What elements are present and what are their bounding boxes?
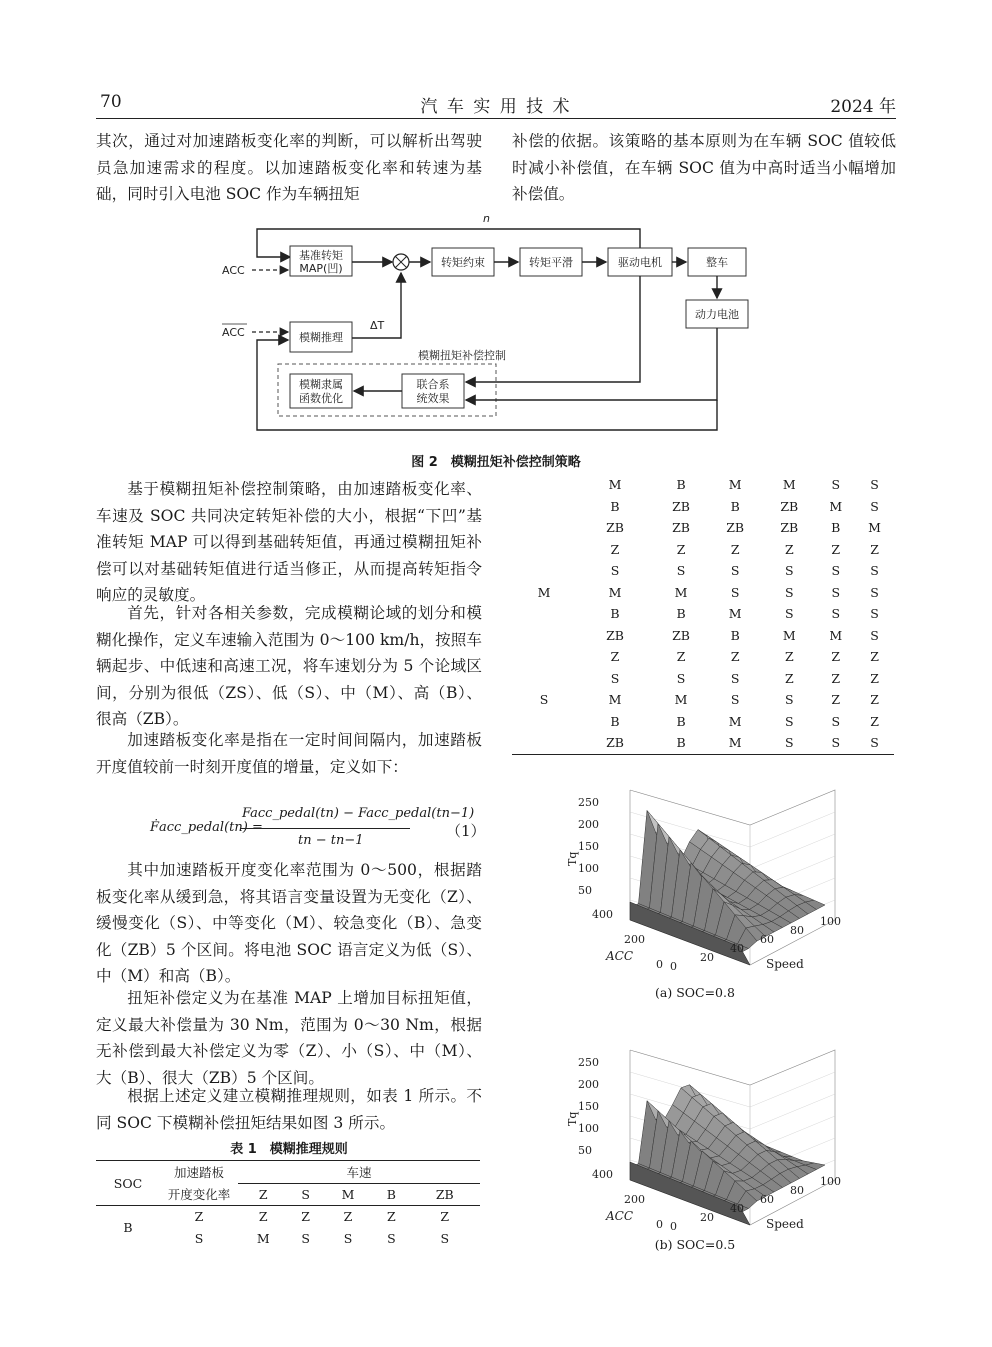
speed-tick-label: 20 bbox=[700, 951, 714, 964]
table-cell-soc bbox=[512, 646, 576, 668]
speed-tick-label: 80 bbox=[790, 1184, 804, 1197]
table-cell-acc: S bbox=[610, 563, 620, 579]
table-cell: B bbox=[831, 520, 841, 536]
table-cell-soc bbox=[512, 539, 576, 561]
speed-tick-label: 0 bbox=[670, 1220, 677, 1233]
table-cell: S bbox=[831, 606, 841, 622]
table-cell: S bbox=[343, 1230, 353, 1246]
table-cell: Z bbox=[676, 541, 686, 557]
acc-tick-label: 400 bbox=[592, 908, 613, 921]
table-cell: S bbox=[785, 606, 794, 622]
table-cell-soc: S bbox=[539, 692, 549, 708]
table1-right bbox=[512, 474, 894, 755]
th-speed-z: Z bbox=[258, 1186, 268, 1202]
table-cell: M bbox=[829, 498, 843, 514]
label-vehicle: 整车 bbox=[706, 256, 728, 269]
journal-name: 汽 车 实 用 技 术 bbox=[420, 97, 572, 117]
col1-top-paragraph: 其次，通过对加速踏板变化率的判断，可以解析出驾驶员急加速需求的程度。以加速踏板变化率和转速为基础，同时引入电池 SOC 作为车辆扭矩 bbox=[96, 132, 482, 203]
table-cell: Z bbox=[870, 541, 879, 557]
label-membership-2: 函数优化 bbox=[299, 392, 343, 405]
z-tick-label: 150 bbox=[578, 1100, 599, 1113]
table-cell: S bbox=[831, 584, 841, 600]
z-tick-label: 200 bbox=[578, 818, 599, 831]
table-cell: Z bbox=[301, 1209, 310, 1225]
eq-lhs: Ḟacc_pedal(tn) = bbox=[150, 820, 263, 835]
label-torque-smooth: 转矩平滑 bbox=[529, 256, 573, 269]
header-rule bbox=[96, 118, 896, 119]
label-n: n bbox=[483, 212, 490, 225]
table-cell-soc bbox=[512, 603, 576, 625]
speed-tick-label: 60 bbox=[760, 933, 774, 946]
speed-axis-label: Speed bbox=[766, 1217, 804, 1231]
table-cell: B bbox=[730, 627, 740, 643]
th-acc-rate-2: 开度变化率 bbox=[167, 1187, 231, 1202]
z-axis-label: Tq bbox=[566, 1111, 579, 1126]
z-tick-label: 250 bbox=[578, 1056, 599, 1069]
table-cell: Z bbox=[730, 649, 740, 665]
table-cell: S bbox=[730, 670, 740, 686]
equation-1 bbox=[150, 806, 490, 854]
table-cell: S bbox=[870, 498, 879, 514]
table-cell: S bbox=[870, 606, 879, 622]
acc-tick-label: 0 bbox=[656, 1218, 663, 1231]
journal-year: 2024 年 bbox=[830, 97, 896, 117]
table-cell: S bbox=[870, 563, 879, 579]
acc-axis-label: ACC bbox=[606, 1209, 634, 1223]
speed-tick-label: 60 bbox=[760, 1193, 774, 1206]
table-cell: Z bbox=[784, 541, 794, 557]
acc-tick-label: 200 bbox=[624, 933, 645, 946]
table-cell-acc: B bbox=[610, 713, 620, 729]
page-number: 70 bbox=[100, 92, 122, 112]
figure3b-caption: (b) SOC=0.5 bbox=[654, 1237, 736, 1252]
table-cell: S bbox=[785, 713, 794, 729]
speed-tick-label: 80 bbox=[790, 924, 804, 937]
table-cell-soc: M bbox=[537, 584, 551, 600]
table-cell: ZB bbox=[672, 498, 690, 514]
table-cell-acc: S bbox=[610, 670, 620, 686]
table-cell: S bbox=[831, 735, 841, 751]
label-fuzzy-inference: 模糊推理 bbox=[299, 331, 343, 344]
table-cell: Z bbox=[831, 541, 841, 557]
para-pedal-range: 其中加速踏板开度变化率范围为 0～500，根据踏板变化率从缓到急，将其语言变量设置为无变化（Z）、缓慢变化（S）、中等变化（M）、较急变化（B）、急变化（ZB）5 个区间。将电池 SOC 语言定义为低（S）、中（M）和高（B）。 bbox=[96, 861, 482, 985]
figure3a-caption: (a) SOC=0.8 bbox=[655, 985, 735, 1000]
th-speed: 车速 bbox=[238, 1161, 480, 1184]
z-tick-label: 100 bbox=[578, 862, 599, 875]
table-cell: Z bbox=[870, 649, 879, 665]
grid-line bbox=[750, 1072, 835, 1107]
speed-tick-label: 20 bbox=[700, 1211, 714, 1224]
table-cell-acc: ZB bbox=[606, 520, 624, 536]
eq-denominator: tn − tn−1 bbox=[298, 833, 364, 848]
speed-tick-label: 40 bbox=[730, 942, 744, 955]
table1-left bbox=[96, 1160, 480, 1249]
table-cell: M bbox=[256, 1230, 270, 1246]
table-cell: Z bbox=[730, 541, 740, 557]
table-cell-soc bbox=[512, 496, 576, 518]
table-cell-soc: B bbox=[123, 1220, 133, 1235]
table-cell-acc: Z bbox=[610, 649, 620, 665]
table-cell: ZB bbox=[672, 520, 690, 536]
table-cell-soc bbox=[512, 732, 576, 754]
z-axis-label: Tq bbox=[566, 851, 579, 866]
para-pedal-rate-def: 加速踏板变化率是指在一定时间间隔内，加速踏板开度值较前一时刻开度值的增量，定义如下： bbox=[96, 731, 482, 776]
table-row bbox=[512, 539, 894, 561]
table-cell: Z bbox=[784, 670, 794, 686]
speed-tick-label: 100 bbox=[820, 1175, 841, 1188]
table-cell: S bbox=[785, 563, 794, 579]
table-cell: Z bbox=[676, 649, 686, 665]
speed-tick-label: 100 bbox=[820, 915, 841, 928]
table-cell: S bbox=[730, 563, 740, 579]
col2-top-paragraph: 补偿的依据。该策略的基本原则为在车辆 SOC 值较低时减小补偿值，在车辆 SOC 值为中高时适当小幅增加补偿值。 bbox=[512, 132, 896, 203]
figure2-diagram bbox=[200, 212, 780, 444]
table-row bbox=[512, 668, 894, 690]
table-cell: Z bbox=[870, 692, 879, 708]
speed-tick-label: 0 bbox=[670, 960, 677, 973]
table-cell: S bbox=[785, 692, 794, 708]
eq-numerator: Facc_pedal(tn) − Facc_pedal(tn−1) bbox=[242, 806, 475, 821]
label-delta-t: ΔT bbox=[370, 319, 385, 332]
table-row bbox=[512, 625, 894, 647]
table-row bbox=[512, 646, 894, 668]
table-row bbox=[512, 603, 894, 625]
eq-number: （1） bbox=[446, 822, 486, 840]
table-cell: M bbox=[728, 713, 742, 729]
z-tick-label: 250 bbox=[578, 796, 599, 809]
speed-axis-label: Speed bbox=[766, 957, 804, 971]
table-cell: M bbox=[728, 735, 742, 751]
table-cell: Z bbox=[870, 670, 879, 686]
table-cell-acc: M bbox=[608, 692, 622, 708]
table-cell-soc bbox=[512, 474, 576, 496]
label-cosim-2: 统效果 bbox=[416, 392, 450, 405]
table-cell: Z bbox=[870, 713, 879, 729]
table-cell: S bbox=[676, 563, 686, 579]
table-cell-acc: ZB bbox=[606, 735, 624, 751]
table-cell: B bbox=[730, 498, 740, 514]
table-cell: Z bbox=[343, 1209, 353, 1225]
table-cell-soc bbox=[512, 560, 576, 582]
table-cell: Z bbox=[258, 1209, 268, 1225]
label-acc-bar: ACC bbox=[222, 326, 245, 339]
para-basis: 基于模糊扭矩补偿控制策略，由加速踏板变化率、车速及 SOC 共同决定转矩补偿的大小，根据“下凹”基准转矩 MAP 可以得到基础转矩值，再通过模糊扭矩补偿可以对基础转矩值进行适当修正，从而提高转矩指令响应的灵敏度。 bbox=[96, 480, 482, 604]
table-cell: M bbox=[782, 477, 796, 493]
table-cell: ZB bbox=[726, 520, 745, 536]
table-row bbox=[512, 732, 894, 754]
table-cell: S bbox=[387, 1230, 396, 1246]
table-cell: S bbox=[440, 1230, 450, 1246]
acc-tick-label: 200 bbox=[624, 1193, 645, 1206]
figure3a-surface-plot bbox=[566, 770, 860, 980]
eq-fraction-bar bbox=[240, 828, 410, 829]
table-cell: S bbox=[301, 1230, 310, 1246]
table-cell-acc: B bbox=[610, 498, 620, 514]
table-cell: Z bbox=[831, 670, 841, 686]
table-cell-soc bbox=[512, 625, 576, 647]
table-row bbox=[512, 474, 894, 496]
table-row bbox=[512, 560, 894, 582]
label-cosim-1: 联合系 bbox=[416, 378, 450, 391]
label-torque-limit: 转矩约束 bbox=[441, 256, 485, 269]
para-domain-division: 首先，针对各相关参数，完成模糊论域的划分和模糊化操作，定义车速输入范围为 0～100 km/h，按照车辆起步、中低速和高速工况，将车速划分为 5 个论域区间，分别为很低（ZS）、低（S）、中（M）、高（B）、很高（ZB）。 bbox=[96, 604, 482, 728]
z-tick-label: 50 bbox=[578, 1144, 592, 1157]
table-cell: B bbox=[676, 606, 686, 622]
th-speed-s: S bbox=[301, 1186, 310, 1202]
table-cell: S bbox=[785, 735, 794, 751]
table-cell-acc: M bbox=[608, 584, 622, 600]
table-cell: S bbox=[831, 477, 841, 493]
table-cell: ZB bbox=[780, 520, 799, 536]
label-acc: ACC bbox=[222, 264, 245, 277]
table-cell-acc: Z bbox=[194, 1209, 204, 1225]
table-cell: S bbox=[785, 584, 794, 600]
table-cell: S bbox=[730, 584, 740, 600]
th-speed-zb: ZB bbox=[435, 1186, 454, 1202]
speed-tick-label: 40 bbox=[730, 1202, 744, 1215]
z-tick-label: 50 bbox=[578, 884, 592, 897]
table-row bbox=[512, 711, 894, 733]
acc-tick-label: 0 bbox=[656, 958, 663, 971]
label-drive-motor: 驱动电机 bbox=[618, 256, 662, 269]
table-cell-acc: ZB bbox=[606, 627, 624, 643]
z-tick-label: 200 bbox=[578, 1078, 599, 1091]
table-cell-soc bbox=[512, 517, 576, 539]
table-cell-acc: S bbox=[194, 1230, 204, 1246]
table-cell: S bbox=[676, 670, 686, 686]
table-cell-acc: M bbox=[608, 477, 622, 493]
table1-caption: 表 1 模糊推理规则 bbox=[230, 1142, 348, 1157]
acc-tick-label: 400 bbox=[592, 1168, 613, 1181]
table-cell: S bbox=[730, 692, 740, 708]
label-membership-1: 模糊隶属 bbox=[299, 378, 343, 391]
para-torque-comp: 扭矩补偿定义为在基准 MAP 上增加目标扭矩值，定义最大补偿量为 30 Nm，范围为 0～30 Nm，根据无补偿到最大补偿定义为零（Z）、小（S）、中（M）、大（B）、很大（ZB）5 个区间。 bbox=[96, 989, 482, 1087]
table-cell: Z bbox=[387, 1209, 396, 1225]
table-cell: ZB bbox=[672, 627, 690, 643]
table-cell-acc: B bbox=[610, 606, 620, 622]
th-acc-rate-1: 加速踏板 bbox=[173, 1165, 224, 1180]
table-cell: M bbox=[868, 520, 881, 536]
table-row bbox=[512, 517, 894, 539]
table-cell: Z bbox=[784, 649, 794, 665]
table-cell: M bbox=[728, 606, 742, 622]
table-cell-soc bbox=[512, 668, 576, 690]
table-cell: B bbox=[676, 735, 686, 751]
label-base-map-2: MAP(凹) bbox=[299, 262, 343, 275]
table-cell: M bbox=[674, 692, 688, 708]
table-cell-soc bbox=[512, 711, 576, 733]
table-cell: Z bbox=[440, 1209, 450, 1225]
table-cell: ZB bbox=[780, 498, 799, 514]
table-cell: M bbox=[782, 627, 796, 643]
figure3b-surface-plot bbox=[566, 1030, 860, 1233]
th-speed-b: B bbox=[386, 1186, 396, 1202]
table-cell: S bbox=[870, 477, 879, 493]
table-cell: S bbox=[870, 627, 879, 643]
table-cell-acc: Z bbox=[610, 541, 620, 557]
table-cell: S bbox=[831, 563, 841, 579]
table-cell: B bbox=[676, 713, 686, 729]
grid-line bbox=[750, 834, 835, 869]
table-cell: Z bbox=[831, 649, 841, 665]
table-cell: M bbox=[829, 627, 843, 643]
th-soc: SOC bbox=[113, 1175, 143, 1191]
table-cell: S bbox=[870, 584, 879, 600]
table-cell: Z bbox=[831, 692, 841, 708]
table-cell: M bbox=[728, 477, 742, 493]
table-row bbox=[512, 582, 894, 604]
table-cell: S bbox=[870, 735, 879, 751]
table-row bbox=[512, 689, 894, 711]
table-cell: S bbox=[831, 713, 841, 729]
grid-line bbox=[750, 1094, 835, 1129]
th-speed-m: M bbox=[341, 1186, 355, 1202]
table-cell: B bbox=[676, 477, 686, 493]
z-tick-label: 150 bbox=[578, 840, 599, 853]
label-dashed-region: 模糊扭矩补偿控制 bbox=[418, 349, 506, 362]
label-base-map-1: 基准转矩 bbox=[299, 249, 343, 262]
z-tick-label: 100 bbox=[578, 1122, 599, 1135]
label-battery: 动力电池 bbox=[695, 308, 739, 321]
table-row bbox=[512, 496, 894, 518]
acc-axis-label: ACC bbox=[606, 949, 634, 963]
table-cell: M bbox=[674, 584, 688, 600]
grid-line bbox=[750, 812, 835, 847]
figure2-caption: 图 2 模糊扭矩补偿控制策略 bbox=[411, 455, 581, 470]
para-rules-ref: 根据上述定义建立模糊推理规则，如表 1 所示。不同 SOC 下模糊补偿扭矩结果如图 3 所示。 bbox=[96, 1087, 482, 1132]
